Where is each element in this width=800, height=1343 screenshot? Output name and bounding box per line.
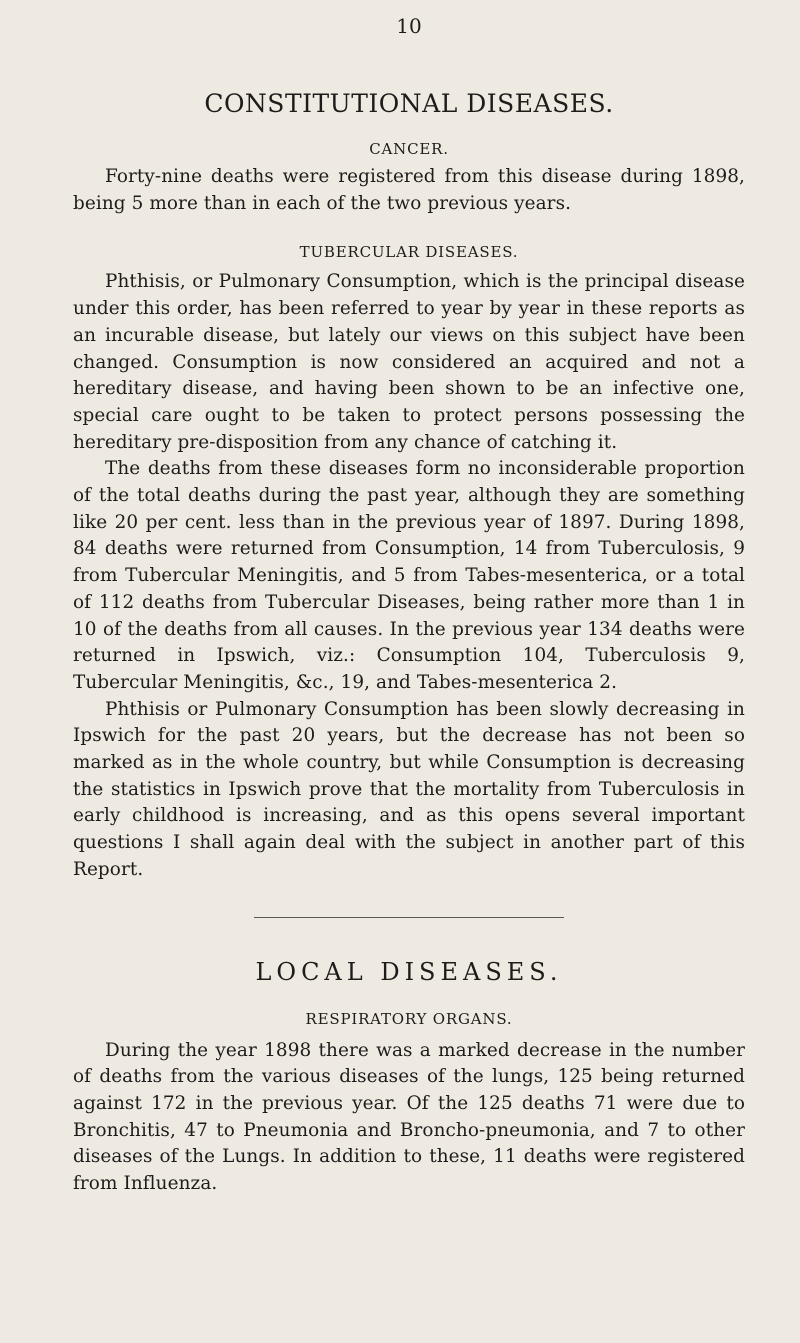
section-divider bbox=[254, 917, 564, 918]
respiratory-paragraph: During the year 1898 there was a marked decrease in the number of deaths from the various diseases of the lungs, 125 being returned against 172 in the previous year. Of the 125 deaths 71 were due to Bronchitis, 47 to Pneumonia and Broncho-pneumonia, and 7 to other diseases of the Lungs. In addition to these, 11 deaths were registered from Influenza. bbox=[73, 1039, 745, 1195]
respiratory-heading: RESPIRATORY ORGANS. bbox=[305, 1009, 513, 1028]
tubercular-heading: TUBERCULAR DISEASES. bbox=[299, 243, 519, 262]
cancer-heading: CANCER. bbox=[369, 140, 449, 158]
tubercular-paragraph-3: Phthisis or Pulmonary Consumption has been slowly decreasing in Ipswich for the past 20 years, but the decrease has not been so marked as in the whole country, but while Consumption is decreasing the statistics in Ipswich prove that the mortality from Tuberculosis in early childhood is increasing, and as this opens several important questions I shall again deal with the subject in another part of this Report. bbox=[73, 698, 745, 880]
tubercular-paragraph-1: Phthisis, or Pulmonary Consumption, which is the principal disease under this order, has been referred to year by year in these reports as an incurable disease, but lately our views on this subject have been changed. Consumption is now considered an acquired and not a hereditary disease, and having been shown to be an infective one, special care ought to be taken to protect persons possessing the hereditary pre-disposition from any chance of catching it. bbox=[73, 271, 745, 453]
tubercular-paragraph-2: The deaths from these diseases form no inconsiderable proportion of the total deaths during the past year, although they are something like 20 per cent. less than in the previous year of 1897. During 1898, 84 deaths were returned from Consumption, 14 from Tuberculosis, 9 from Tubercular Meningitis, and 5 from Tabes-mesenterica, or a total of 112 deaths from Tubercular Diseases, being rather more than 1 in 10 of the deaths from all causes. In the previous year 134 deaths were returned in Ipswich, viz.: Consumption 104, Tuberculosis 9, Tubercular Meningitis, &c., 19, and Tabes-mesenterica 2. bbox=[73, 458, 745, 693]
local-diseases-title: LOCAL DISEASES. bbox=[255, 957, 563, 986]
page-title: CONSTITUTIONAL DISEASES. bbox=[204, 89, 614, 118]
cancer-paragraph: Forty-nine deaths were registered from this disease during 1898, being 5 more than in each of the two previous years. bbox=[73, 166, 745, 214]
page-number: 10 bbox=[396, 14, 422, 38]
